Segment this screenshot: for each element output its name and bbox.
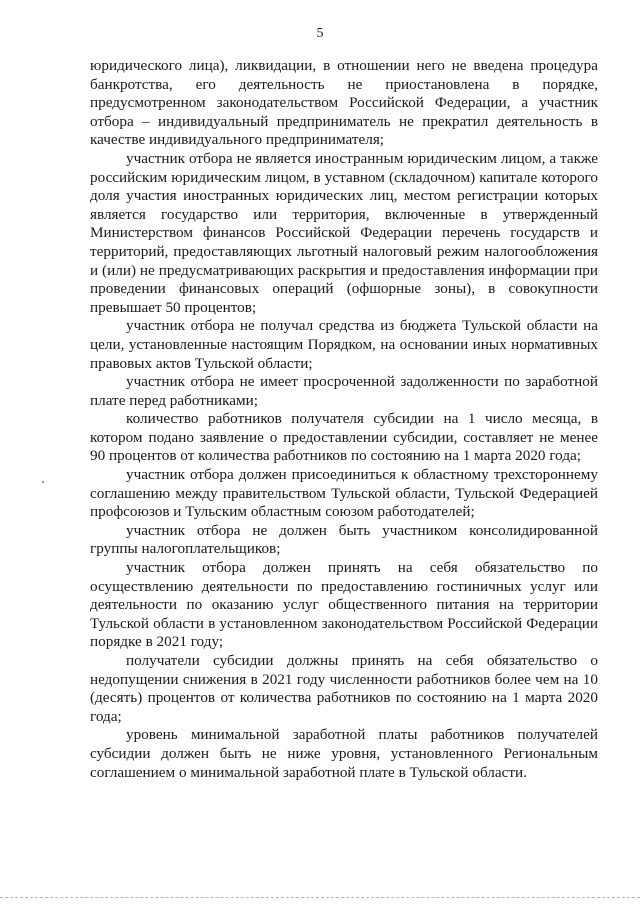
paragraph-1: юридического лица), ликвидации, в отношении него не введена процедура банкротства, его деятельность не приостановлена в порядке, предусмотренном законодательством Российской Федерации, а участник отбора – индивидуальный предприниматель не прекратил деятельность в качестве индивидуального предпринимателя; (90, 57, 598, 149)
paragraph-5: количество работников получателя субсидии на 1 число месяца, в котором подано заявление о предоставлении субсидии, составляет не менее 90 процентов от количества работников по состоянию на 1 марта 2020 года; (90, 410, 598, 465)
scan-artifact-line (0, 897, 640, 899)
paragraph-2: участник отбора не является иностранным юридическим лицом, а также российским юридическим лицом, в уставном (складочном) капитале которого доля участия иностранных юридических лиц, местом регистрации которых является государство или территория, включенные в утвержденный Министерством финансов Российской Федерации перечень государств и территорий, предоставляющих льготный налоговый режим налогообложения и (или) не предусматривающих раскрытия и предоставления информации при проведении финансовых операций (офшорные зоны), в совокупности превышает 50 процентов; (90, 149, 598, 316)
paragraph-8: участник отбора должен принять на себя обязательство по осуществлению деятельности по предоставлению гостиничных услуг или деятельности по оказанию услуг общественного питания на территории Тульской области в установленном законодательством Российской Федерации порядке в 2021 году; (90, 559, 598, 651)
scan-artifact-speck (42, 481, 44, 483)
paragraph-7: участник отбора не должен быть участником консолидированной группы налогоплательщиков; (90, 521, 598, 558)
page-number: 5 (316, 26, 324, 41)
paragraph-3: участник отбора не получал средства из бюджета Тульской области на цели, установленные настоящим Порядком, на основании иных нормативных правовых актов Тульской области; (90, 317, 598, 372)
document-body (90, 57, 598, 782)
paragraph-9: получатели субсидии должны принять на себя обязательство о недопущении снижения в 2021 году численности работников более чем на 10 (десять) процентов от количества работников по состоянию на 1 марта 2020 года; (90, 652, 598, 725)
paragraph-4: участник отбора не имеет просроченной задолженности по заработной плате перед работниками; (90, 373, 598, 409)
paragraph-6: участник отбора должен присоединиться к областному трехстороннему соглашению между правительством Тульской области, Тульской Федерацией профсоюзов и Тульским областным союзом работодателей; (90, 466, 598, 521)
paragraph-10: уровень минимальной заработной платы работников получателей субсидии должен быть не ниже уровня, установленного Региональным соглашением о минимальной заработной плате в Тульской области. (90, 726, 598, 781)
